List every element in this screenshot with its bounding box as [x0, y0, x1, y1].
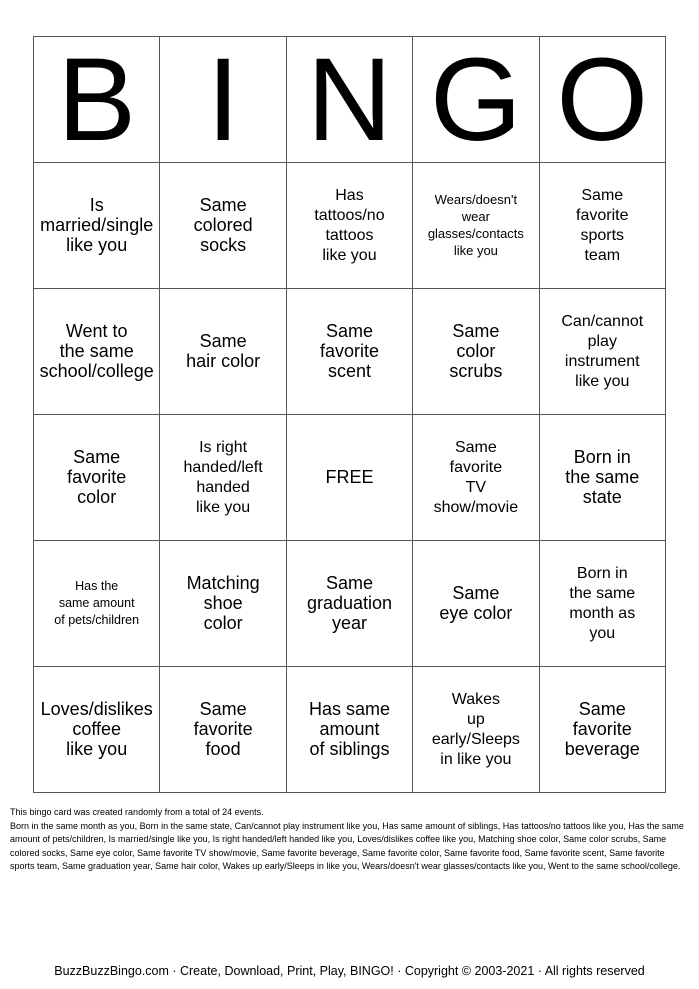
- header-letter-o: O: [539, 37, 665, 163]
- bingo-cell-text: Matching shoe color: [186, 573, 260, 633]
- bingo-cell: [160, 163, 286, 289]
- bingo-cell-text: Same favorite food: [193, 699, 253, 759]
- bingo-cell: [286, 541, 412, 667]
- bingo-cell-text: Same favorite color: [67, 447, 127, 507]
- bingo-row: [34, 163, 666, 289]
- bingo-cell: [539, 163, 665, 289]
- bingo-cell: [34, 289, 160, 415]
- bingo-cell: [539, 667, 665, 793]
- bingo-cell-text: Has the same amount of pets/children: [54, 579, 140, 627]
- bingo-cell: [160, 415, 286, 541]
- bingo-cell: [34, 415, 160, 541]
- bingo-cell: [286, 667, 412, 793]
- bingo-cell-text: Can/cannot play instrument like you: [561, 312, 644, 390]
- bingo-cell-text: Went to the same school/college: [39, 321, 154, 381]
- bingo-cell: [34, 163, 160, 289]
- bingo-cell-text: Same eye color: [439, 583, 513, 623]
- bingo-cell: [34, 667, 160, 793]
- bingo-cell-text: Loves/dislikes coffee like you: [40, 699, 153, 759]
- free-space-text: FREE: [325, 467, 374, 487]
- bingo-cell-text: Same favorite sports team: [576, 186, 629, 264]
- footnote-event-list: Born in the same month as you, Born in the same state, Can/cannot play instrument like you, Has same amount of siblings, Has tattoos/no tattoos like you, Has the same amount of pets/children, Is married/single like you, Is right handed/left handed like you, Loves/dislikes coffee like you, Matching shoe color, Same color scrubs, Same colored socks, Same eye color, Same favorite TV show/movie, Same favorite beverage, Same favorite color, Same favorite food, Same favorite scent, Same favorite sports team, Same graduation year, Same hair color, Wakes up early/Sleeps in like you, Wears/doesn't wear glasses/contacts like you, Went to the same school/college.: [10, 820, 684, 871]
- header-letter-n: N: [286, 37, 412, 163]
- bingo-cell-text: Is right handed/left handed like you: [183, 438, 263, 516]
- bingo-row: [34, 289, 666, 415]
- bingo-cell-text: Same color scrubs: [449, 321, 503, 381]
- bingo-cell: [286, 163, 412, 289]
- bingo-cell: [413, 541, 539, 667]
- bingo-cell: [160, 541, 286, 667]
- bingo-cell-text: Same colored socks: [193, 195, 253, 255]
- bingo-header-row: [34, 37, 666, 163]
- bingo-cell: [413, 667, 539, 793]
- site-footer: BuzzBuzzBingo.com · Create, Download, Print, Play, BINGO! · Copyright © 2003-2021 · All rights reserved: [54, 964, 645, 978]
- bingo-cell-text: Wakes up early/Sleeps in like you: [431, 690, 520, 768]
- bingo-cell: [34, 541, 160, 667]
- bingo-cell: [539, 289, 665, 415]
- bingo-cell: [413, 163, 539, 289]
- bingo-cell-text: Has same amount of siblings: [308, 699, 390, 759]
- bingo-cell: [160, 289, 286, 415]
- bingo-cell: [286, 289, 412, 415]
- bingo-row: [34, 541, 666, 667]
- header-letter-b: B: [34, 37, 160, 163]
- header-letter-i: I: [160, 37, 286, 163]
- footnote-summary: This bingo card was created randomly from a total of 24 events.: [10, 807, 264, 817]
- bingo-cell: [413, 289, 539, 415]
- card-footnote: [10, 806, 690, 874]
- bingo-cell: [539, 415, 665, 541]
- bingo-cell: [413, 415, 539, 541]
- bingo-cell-text: Has tattoos/no tattoos like you: [314, 186, 385, 264]
- bingo-cell-text: Born in the same state: [565, 447, 640, 507]
- bingo-cell-text: Is married/single like you: [40, 195, 154, 255]
- bingo-cell: [160, 667, 286, 793]
- bingo-cell-text: Wears/doesn't wear glasses/contacts like you: [427, 192, 524, 258]
- free-space-cell: [286, 415, 412, 541]
- bingo-cell-text: Same favorite TV show/movie: [433, 438, 519, 516]
- bingo-cell: [539, 541, 665, 667]
- bingo-row: [34, 415, 666, 541]
- bingo-card: [33, 36, 666, 793]
- header-letter-g: G: [413, 37, 539, 163]
- bingo-cell-text: Born in the same month as you: [569, 564, 636, 642]
- bingo-cell-text: Same graduation year: [306, 573, 393, 633]
- bingo-cell-text: Same hair color: [186, 331, 261, 371]
- bingo-row: [34, 667, 666, 793]
- bingo-cell-text: Same favorite scent: [319, 321, 379, 381]
- bingo-cell-text: Same favorite beverage: [564, 699, 640, 759]
